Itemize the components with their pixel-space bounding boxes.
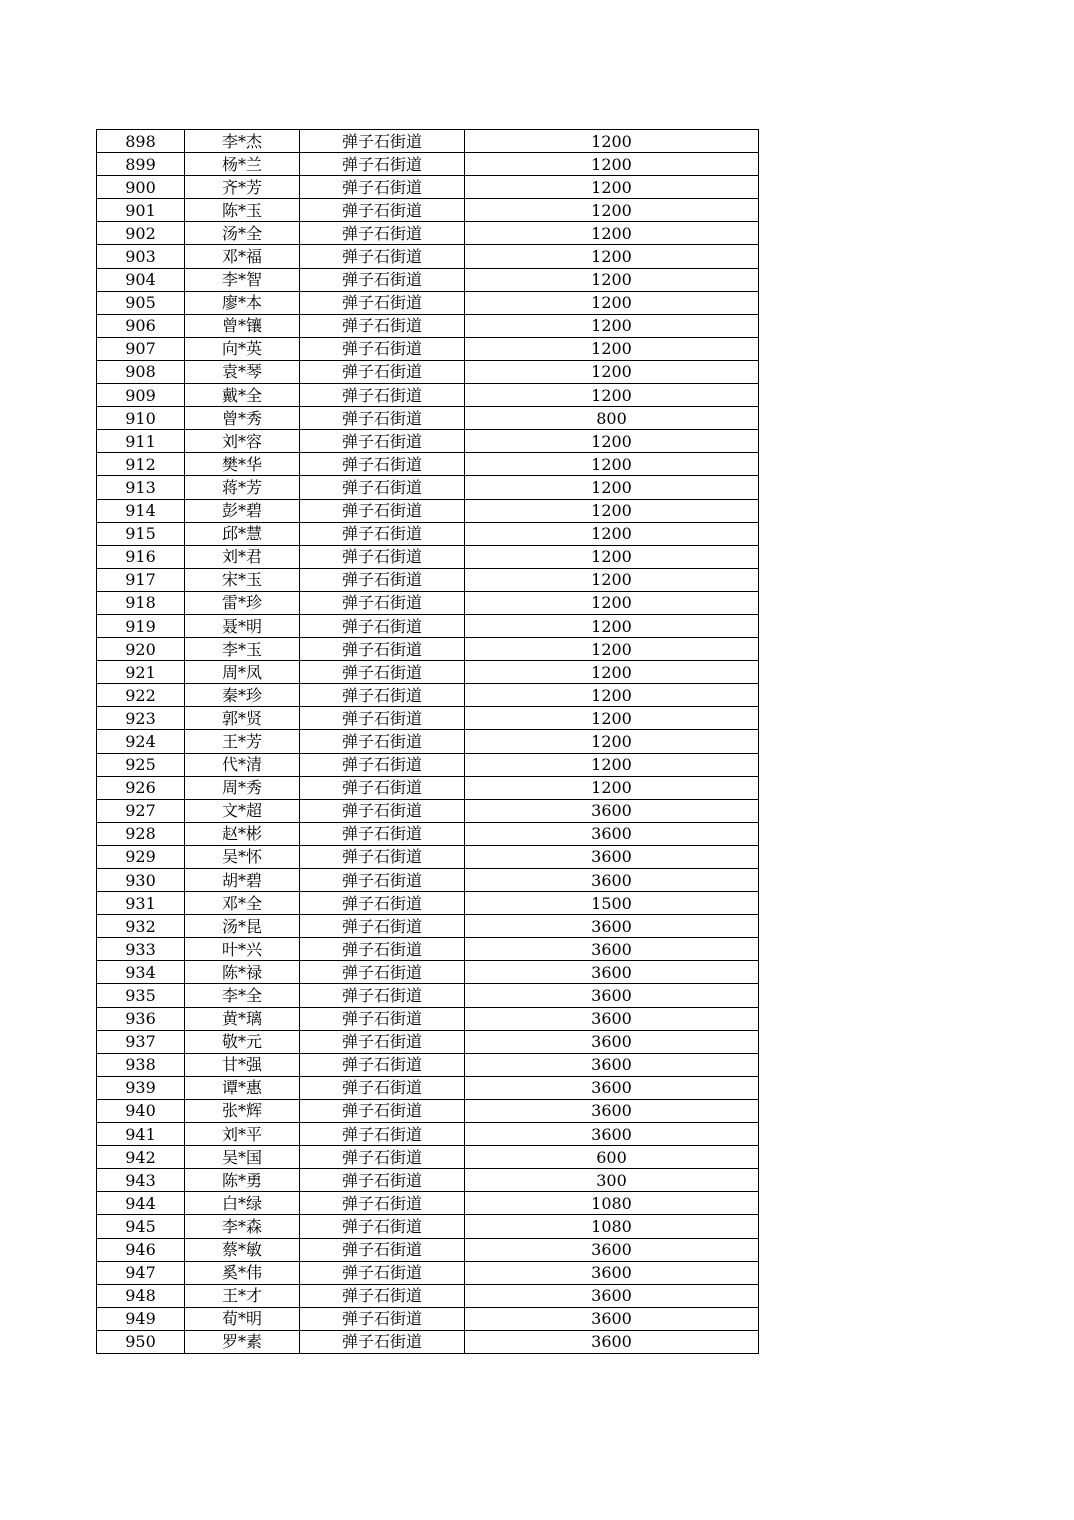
row-number-cell: 937	[97, 1030, 185, 1053]
amount-cell: 3600	[465, 984, 759, 1007]
street-cell: 弹子石街道	[300, 1192, 465, 1215]
amount-cell: 3600	[465, 938, 759, 961]
amount-cell: 1200	[465, 360, 759, 383]
name-cell: 刘*君	[185, 545, 300, 568]
name-cell: 敬*元	[185, 1030, 300, 1053]
row-number-cell: 911	[97, 430, 185, 453]
name-cell: 齐*芳	[185, 176, 300, 199]
street-cell: 弹子石街道	[300, 176, 465, 199]
table-row	[97, 522, 759, 545]
street-cell: 弹子石街道	[300, 476, 465, 499]
table-row	[97, 384, 759, 407]
name-cell: 彭*碧	[185, 499, 300, 522]
row-number-cell: 899	[97, 153, 185, 176]
name-cell: 胡*碧	[185, 869, 300, 892]
table-row	[97, 1030, 759, 1053]
name-cell: 邓*全	[185, 892, 300, 915]
amount-cell: 1200	[465, 337, 759, 360]
row-number-cell: 932	[97, 915, 185, 938]
name-cell: 蔡*敏	[185, 1238, 300, 1261]
row-number-cell: 904	[97, 268, 185, 291]
amount-cell: 1200	[465, 522, 759, 545]
street-cell: 弹子石街道	[300, 291, 465, 314]
amount-cell: 3600	[465, 1330, 759, 1353]
amount-cell: 1200	[465, 684, 759, 707]
name-cell: 李*玉	[185, 638, 300, 661]
table-row	[97, 314, 759, 337]
amount-cell: 3600	[465, 1123, 759, 1146]
name-cell: 戴*全	[185, 384, 300, 407]
table-row	[97, 1238, 759, 1261]
row-number-cell: 943	[97, 1169, 185, 1192]
street-cell: 弹子石街道	[300, 614, 465, 637]
name-cell: 雷*珍	[185, 591, 300, 614]
row-number-cell: 925	[97, 753, 185, 776]
street-cell: 弹子石街道	[300, 730, 465, 753]
name-cell: 邓*福	[185, 245, 300, 268]
street-cell: 弹子石街道	[300, 1123, 465, 1146]
name-cell: 代*清	[185, 753, 300, 776]
street-cell: 弹子石街道	[300, 753, 465, 776]
row-number-cell: 903	[97, 245, 185, 268]
street-cell: 弹子石街道	[300, 938, 465, 961]
name-cell: 张*辉	[185, 1099, 300, 1122]
amount-cell: 1200	[465, 222, 759, 245]
table-row	[97, 1099, 759, 1122]
name-cell: 陈*禄	[185, 961, 300, 984]
name-cell: 廖*本	[185, 291, 300, 314]
table-row	[97, 869, 759, 892]
name-cell: 黄*璃	[185, 1007, 300, 1030]
name-cell: 聂*明	[185, 614, 300, 637]
street-cell: 弹子石街道	[300, 522, 465, 545]
amount-cell: 3600	[465, 1307, 759, 1330]
row-number-cell: 913	[97, 476, 185, 499]
table-row	[97, 291, 759, 314]
row-number-cell: 905	[97, 291, 185, 314]
amount-cell: 1200	[465, 707, 759, 730]
table-row	[97, 453, 759, 476]
table-row	[97, 753, 759, 776]
table-row	[97, 245, 759, 268]
amount-cell: 1200	[465, 130, 759, 153]
amount-cell: 3600	[465, 822, 759, 845]
row-number-cell: 949	[97, 1307, 185, 1330]
row-number-cell: 941	[97, 1123, 185, 1146]
amount-cell: 3600	[465, 915, 759, 938]
table-row	[97, 984, 759, 1007]
table-row	[97, 1007, 759, 1030]
name-cell: 刘*容	[185, 430, 300, 453]
name-cell: 吴*国	[185, 1146, 300, 1169]
name-cell: 王*芳	[185, 730, 300, 753]
name-cell: 曾*秀	[185, 407, 300, 430]
amount-cell: 1200	[465, 268, 759, 291]
amount-cell: 600	[465, 1146, 759, 1169]
table-row	[97, 776, 759, 799]
name-cell: 吴*怀	[185, 845, 300, 868]
table-row	[97, 1192, 759, 1215]
street-cell: 弹子石街道	[300, 245, 465, 268]
name-cell: 秦*珍	[185, 684, 300, 707]
row-number-cell: 945	[97, 1215, 185, 1238]
row-number-cell: 933	[97, 938, 185, 961]
table-row	[97, 199, 759, 222]
name-cell: 邱*慧	[185, 522, 300, 545]
row-number-cell: 936	[97, 1007, 185, 1030]
row-number-cell: 920	[97, 638, 185, 661]
street-cell: 弹子石街道	[300, 499, 465, 522]
amount-cell: 3600	[465, 845, 759, 868]
street-cell: 弹子石街道	[300, 1330, 465, 1353]
street-cell: 弹子石街道	[300, 1215, 465, 1238]
amount-cell: 1200	[465, 776, 759, 799]
row-number-cell: 939	[97, 1076, 185, 1099]
street-cell: 弹子石街道	[300, 915, 465, 938]
data-table	[96, 129, 759, 1354]
table-row	[97, 799, 759, 822]
name-cell: 李*森	[185, 1215, 300, 1238]
street-cell: 弹子石街道	[300, 568, 465, 591]
name-cell: 袁*琴	[185, 360, 300, 383]
row-number-cell: 931	[97, 892, 185, 915]
street-cell: 弹子石街道	[300, 961, 465, 984]
row-number-cell: 938	[97, 1053, 185, 1076]
amount-cell: 1500	[465, 892, 759, 915]
row-number-cell: 928	[97, 822, 185, 845]
table-row	[97, 130, 759, 153]
table-row	[97, 707, 759, 730]
street-cell: 弹子石街道	[300, 430, 465, 453]
table-row	[97, 684, 759, 707]
row-number-cell: 906	[97, 314, 185, 337]
amount-cell: 3600	[465, 1261, 759, 1284]
amount-cell: 3600	[465, 961, 759, 984]
table-row	[97, 176, 759, 199]
name-cell: 杨*兰	[185, 153, 300, 176]
amount-cell: 1200	[465, 499, 759, 522]
row-number-cell: 908	[97, 360, 185, 383]
table-row	[97, 915, 759, 938]
table-row	[97, 1307, 759, 1330]
name-cell: 李*杰	[185, 130, 300, 153]
name-cell: 陈*玉	[185, 199, 300, 222]
street-cell: 弹子石街道	[300, 153, 465, 176]
name-cell: 汤*昆	[185, 915, 300, 938]
row-number-cell: 935	[97, 984, 185, 1007]
table-row	[97, 476, 759, 499]
amount-cell: 1200	[465, 453, 759, 476]
name-cell: 叶*兴	[185, 938, 300, 961]
street-cell: 弹子石街道	[300, 337, 465, 360]
name-cell: 李*智	[185, 268, 300, 291]
row-number-cell: 944	[97, 1192, 185, 1215]
row-number-cell: 950	[97, 1330, 185, 1353]
row-number-cell: 917	[97, 568, 185, 591]
table-row	[97, 1146, 759, 1169]
street-cell: 弹子石街道	[300, 1169, 465, 1192]
row-number-cell: 946	[97, 1238, 185, 1261]
name-cell: 王*才	[185, 1284, 300, 1307]
street-cell: 弹子石街道	[300, 638, 465, 661]
amount-cell: 1200	[465, 245, 759, 268]
table-row	[97, 730, 759, 753]
street-cell: 弹子石街道	[300, 1307, 465, 1330]
name-cell: 樊*华	[185, 453, 300, 476]
street-cell: 弹子石街道	[300, 1284, 465, 1307]
table-row	[97, 499, 759, 522]
row-number-cell: 916	[97, 545, 185, 568]
row-number-cell: 930	[97, 869, 185, 892]
street-cell: 弹子石街道	[300, 1238, 465, 1261]
row-number-cell: 902	[97, 222, 185, 245]
amount-cell: 1080	[465, 1192, 759, 1215]
amount-cell: 1200	[465, 753, 759, 776]
street-cell: 弹子石街道	[300, 1146, 465, 1169]
row-number-cell: 934	[97, 961, 185, 984]
table-row	[97, 1123, 759, 1146]
street-cell: 弹子石街道	[300, 892, 465, 915]
row-number-cell: 915	[97, 522, 185, 545]
amount-cell: 1200	[465, 661, 759, 684]
table-row	[97, 822, 759, 845]
street-cell: 弹子石街道	[300, 407, 465, 430]
table-row	[97, 430, 759, 453]
street-cell: 弹子石街道	[300, 776, 465, 799]
row-number-cell: 901	[97, 199, 185, 222]
name-cell: 刘*平	[185, 1123, 300, 1146]
table-row	[97, 938, 759, 961]
street-cell: 弹子石街道	[300, 661, 465, 684]
street-cell: 弹子石街道	[300, 799, 465, 822]
table-row	[97, 961, 759, 984]
amount-cell: 3600	[465, 799, 759, 822]
amount-cell: 1200	[465, 199, 759, 222]
table-row	[97, 1215, 759, 1238]
name-cell: 文*超	[185, 799, 300, 822]
street-cell: 弹子石街道	[300, 199, 465, 222]
table-row	[97, 614, 759, 637]
row-number-cell: 898	[97, 130, 185, 153]
table-row	[97, 545, 759, 568]
street-cell: 弹子石街道	[300, 222, 465, 245]
street-cell: 弹子石街道	[300, 684, 465, 707]
row-number-cell: 923	[97, 707, 185, 730]
table-row	[97, 591, 759, 614]
table-row	[97, 568, 759, 591]
name-cell: 谭*惠	[185, 1076, 300, 1099]
amount-cell: 3600	[465, 1284, 759, 1307]
amount-cell: 1200	[465, 291, 759, 314]
row-number-cell: 900	[97, 176, 185, 199]
street-cell: 弹子石街道	[300, 1007, 465, 1030]
table-row	[97, 337, 759, 360]
street-cell: 弹子石街道	[300, 545, 465, 568]
amount-cell: 3600	[465, 1238, 759, 1261]
amount-cell: 1200	[465, 153, 759, 176]
amount-cell: 1200	[465, 476, 759, 499]
street-cell: 弹子石街道	[300, 314, 465, 337]
name-cell: 宋*玉	[185, 568, 300, 591]
street-cell: 弹子石街道	[300, 845, 465, 868]
street-cell: 弹子石街道	[300, 707, 465, 730]
name-cell: 郭*贤	[185, 707, 300, 730]
street-cell: 弹子石街道	[300, 360, 465, 383]
amount-cell: 3600	[465, 1030, 759, 1053]
row-number-cell: 942	[97, 1146, 185, 1169]
street-cell: 弹子石街道	[300, 268, 465, 291]
name-cell: 蒋*芳	[185, 476, 300, 499]
amount-cell: 3600	[465, 1099, 759, 1122]
table-row	[97, 892, 759, 915]
amount-cell: 1200	[465, 638, 759, 661]
street-cell: 弹子石街道	[300, 1053, 465, 1076]
row-number-cell: 907	[97, 337, 185, 360]
name-cell: 李*全	[185, 984, 300, 1007]
table-row	[97, 1053, 759, 1076]
table-row	[97, 845, 759, 868]
amount-cell: 3600	[465, 869, 759, 892]
table-row	[97, 638, 759, 661]
amount-cell: 300	[465, 1169, 759, 1192]
amount-cell: 1200	[465, 730, 759, 753]
amount-cell: 3600	[465, 1076, 759, 1099]
row-number-cell: 909	[97, 384, 185, 407]
street-cell: 弹子石街道	[300, 1076, 465, 1099]
table-body	[97, 130, 759, 1354]
name-cell: 周*凤	[185, 661, 300, 684]
table-row	[97, 407, 759, 430]
row-number-cell: 918	[97, 591, 185, 614]
name-cell: 罗*素	[185, 1330, 300, 1353]
street-cell: 弹子石街道	[300, 1099, 465, 1122]
name-cell: 曾*镶	[185, 314, 300, 337]
table-row	[97, 1076, 759, 1099]
name-cell: 白*绿	[185, 1192, 300, 1215]
table-row	[97, 1330, 759, 1353]
amount-cell: 1200	[465, 176, 759, 199]
row-number-cell: 947	[97, 1261, 185, 1284]
name-cell: 周*秀	[185, 776, 300, 799]
row-number-cell: 924	[97, 730, 185, 753]
name-cell: 奚*伟	[185, 1261, 300, 1284]
street-cell: 弹子石街道	[300, 984, 465, 1007]
name-cell: 陈*勇	[185, 1169, 300, 1192]
amount-cell: 800	[465, 407, 759, 430]
row-number-cell: 921	[97, 661, 185, 684]
street-cell: 弹子石街道	[300, 384, 465, 407]
row-number-cell: 929	[97, 845, 185, 868]
row-number-cell: 926	[97, 776, 185, 799]
table-row	[97, 268, 759, 291]
amount-cell: 3600	[465, 1007, 759, 1030]
table-row	[97, 661, 759, 684]
amount-cell: 1200	[465, 545, 759, 568]
amount-cell: 1200	[465, 591, 759, 614]
street-cell: 弹子石街道	[300, 453, 465, 476]
street-cell: 弹子石街道	[300, 869, 465, 892]
street-cell: 弹子石街道	[300, 1030, 465, 1053]
name-cell: 赵*彬	[185, 822, 300, 845]
row-number-cell: 919	[97, 614, 185, 637]
row-number-cell: 910	[97, 407, 185, 430]
amount-cell: 1200	[465, 314, 759, 337]
amount-cell: 1200	[465, 614, 759, 637]
table-row	[97, 360, 759, 383]
row-number-cell: 927	[97, 799, 185, 822]
row-number-cell: 940	[97, 1099, 185, 1122]
table-row	[97, 153, 759, 176]
table-row	[97, 1169, 759, 1192]
row-number-cell: 914	[97, 499, 185, 522]
table-row	[97, 1261, 759, 1284]
amount-cell: 1080	[465, 1215, 759, 1238]
name-cell: 荀*明	[185, 1307, 300, 1330]
street-cell: 弹子石街道	[300, 591, 465, 614]
row-number-cell: 948	[97, 1284, 185, 1307]
street-cell: 弹子石街道	[300, 822, 465, 845]
amount-cell: 1200	[465, 384, 759, 407]
row-number-cell: 912	[97, 453, 185, 476]
name-cell: 汤*全	[185, 222, 300, 245]
amount-cell: 1200	[465, 430, 759, 453]
name-cell: 甘*强	[185, 1053, 300, 1076]
row-number-cell: 922	[97, 684, 185, 707]
amount-cell: 3600	[465, 1053, 759, 1076]
street-cell: 弹子石街道	[300, 130, 465, 153]
street-cell: 弹子石街道	[300, 1261, 465, 1284]
table-row	[97, 1284, 759, 1307]
name-cell: 向*英	[185, 337, 300, 360]
table-row	[97, 222, 759, 245]
amount-cell: 1200	[465, 568, 759, 591]
